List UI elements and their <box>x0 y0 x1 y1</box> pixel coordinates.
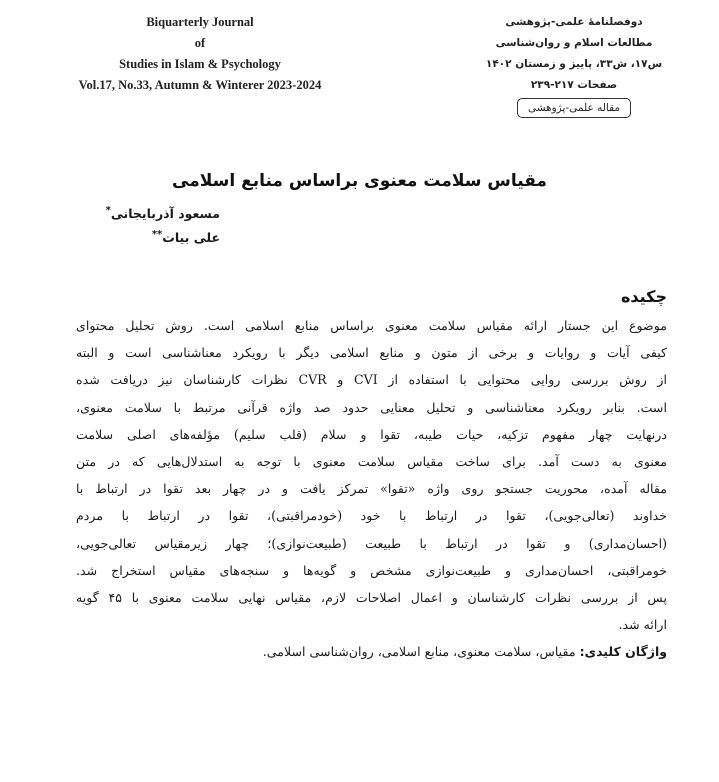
abstract-line: معنوی به دست آمد. برای ساخت مقیاس سلامت معنوی با توجه به استدلال‌هایی که در متن <box>76 454 667 470</box>
abstract-line: از روش بررسی روایی محتوایی با استفاده از CVI و CVR نظرات کارشناسان نیز دریافت شده <box>76 372 667 388</box>
abstract-line: مقاله آمده، محوریت جستجو روی واژه «تقوا» تمرکز یافت و در چهار بعد تقوا در ارتباط با <box>76 481 667 497</box>
abstract-heading: چکیده <box>620 287 667 306</box>
author-name: علی بیات <box>162 230 220 245</box>
abstract-line: کیفی آیات و روایات و برخی از متون و منابع اسلامی دیگر با رویکرد معناشناسی است و البته <box>76 345 667 361</box>
abstract-section <box>76 284 667 665</box>
author-1 <box>60 202 220 226</box>
author-footnote-mark: * <box>105 204 111 216</box>
keywords-list: مقیاس، سلامت معنوی، منابع اسلامی، روان‌شناسی اسلامی. <box>262 644 580 660</box>
journal-type-fa: دوفصلنامۀ علمی-پژوهشی <box>505 16 643 28</box>
abstract-line: موضوع این جستار ارائه مقیاس سلامت معنوی براساس منابع اسلامی است. روش تحلیل محتوای <box>76 318 667 333</box>
keywords <box>76 638 667 665</box>
journal-volume-fa: س۱۷، ش۳۳، پاییز و زمستان ۱۴۰۲ <box>485 58 663 70</box>
abstract-line: درنهایت چهار مفهوم تزکیه، حیات طیبه، تقوا و سلام (قلب سلیم) مؤلفه‌های اصلی سلامت <box>76 426 667 442</box>
author-2 <box>60 226 220 250</box>
author-footnote-mark: ** <box>151 228 163 240</box>
journal-pages-fa: صفحات ۲۱۷-۲۳۹ <box>530 79 618 91</box>
article-title: مقیاس سلامت معنوی براساس منابع اسلامی <box>172 171 547 191</box>
journal-header-persian <box>479 12 669 119</box>
abstract-line: خداوند (تعالی‌جویی)، تقوا در ارتباط با خود (خودمراقبتی)، تقوا در ارتباط با مردم <box>76 508 667 524</box>
abstract-line: (احسان‌مداری) و تقوا در ارتباط با طبیعت (طبیعت‌نوازی)؛ چهار زیرمقیاس تعالی‌جویی، <box>76 535 667 551</box>
journal-name-line-1: Biquarterly Journal <box>146 15 254 29</box>
abstract-line: پس از بررسی نظرات کارشناسان و اعمال اصلاحات لازم، مقیاس نهایی سلامت معنوی با ۴۵ گویه <box>76 590 667 606</box>
article-type-badge: مقاله علمی-پژوهشی <box>517 98 631 118</box>
abstract-line: ارائه شد. <box>618 617 667 633</box>
abstract-line: است. بنابر رویکرد معناشناسی و تحلیل معنایی حدود صد واژه قرآنی مرتبط با سلامت معنوی، <box>76 399 667 415</box>
author-list <box>60 202 220 250</box>
keywords-label: واژگان کلیدی: <box>579 644 667 660</box>
journal-name-line-3: Studies in Islam & Psychology <box>119 57 281 71</box>
journal-volume-info: Vol.17, No.33, Autumn & Winterer 2023-2024 <box>78 78 322 92</box>
author-name: مسعود آذربایجانی <box>110 206 220 221</box>
journal-name-line-2: of <box>194 36 206 50</box>
abstract-line: خومراقبتی، احسان‌مداری و طبیعت‌نوازی مشخص و گویه‌ها و سنجه‌های مقیاس استخراج شد. <box>76 562 667 578</box>
journal-name-fa: مطالعات اسلام و روان‌شناسی <box>495 37 653 49</box>
journal-header-english <box>60 12 340 96</box>
abstract-body <box>76 312 667 638</box>
